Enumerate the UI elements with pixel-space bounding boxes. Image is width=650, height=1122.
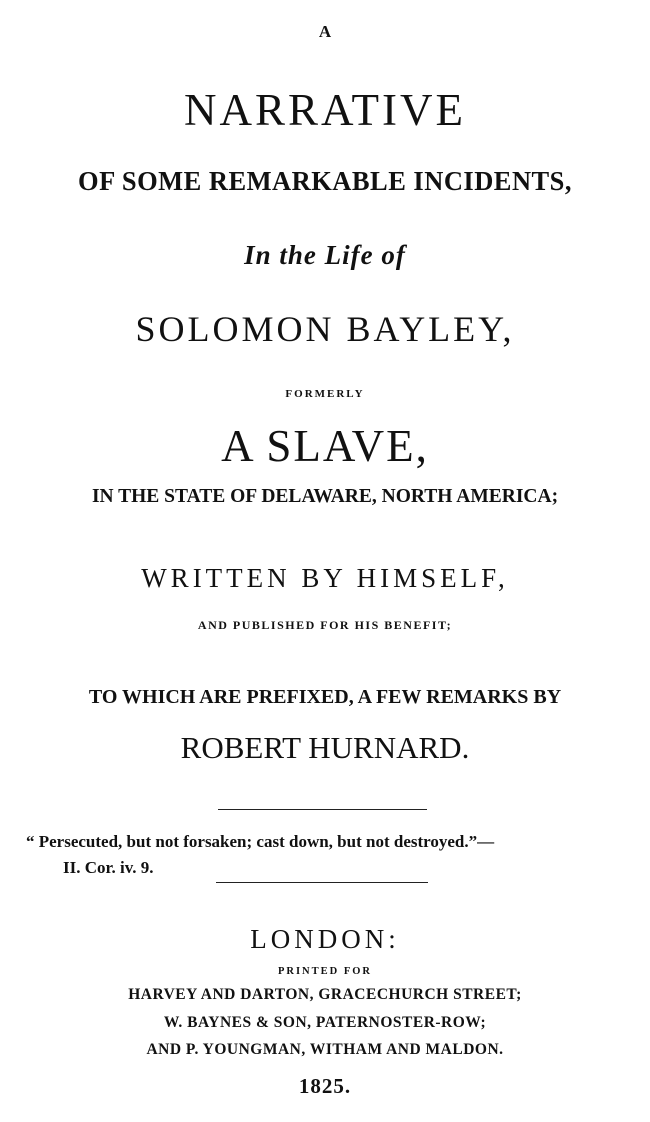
imprint-city: LONDON:: [250, 924, 400, 954]
slave-heading: A SLAVE,: [221, 421, 429, 471]
imprint-year: 1825.: [298, 1074, 352, 1098]
published-for-line: AND PUBLISHED FOR HIS BENEFIT;: [197, 618, 453, 632]
divider-rule-bottom: [216, 882, 428, 883]
imprint-publisher-2: W. BAYNES & SON, PATERNOSTER-ROW;: [163, 1014, 487, 1031]
imprint-printed-for: PRINTED FOR: [277, 966, 373, 977]
prefixed-line: TO WHICH ARE PREFIXED, A FEW REMARKS BY: [88, 686, 562, 708]
title-article: A: [318, 22, 332, 41]
subject-name: SOLOMON BAYLEY,: [135, 309, 515, 349]
formerly-label: FORMERLY: [285, 388, 365, 400]
divider-rule-top: [218, 809, 427, 810]
gothic-line: In the Life of: [244, 240, 406, 270]
epigraph-citation: II. Cor. iv. 9.: [63, 858, 154, 877]
imprint-publisher-3: AND P. YOUNGMAN, WITHAM AND MALDON.: [146, 1041, 504, 1058]
title-main: NARRATIVE: [184, 85, 466, 135]
epigraph-quote: “ Persecuted, but not forsaken; cast down, but not destroyed.”—: [26, 832, 495, 851]
imprint-publisher-1: HARVEY AND DARTON, GRACECHURCH STREET;: [128, 986, 522, 1003]
written-by-line: WRITTEN BY HIMSELF,: [141, 563, 509, 593]
location-line: IN THE STATE OF DELAWARE, NORTH AMERICA;: [91, 486, 559, 507]
title-subtitle: OF SOME REMARKABLE INCIDENTS,: [78, 166, 572, 196]
editor-name: ROBERT HURNARD.: [180, 730, 470, 765]
